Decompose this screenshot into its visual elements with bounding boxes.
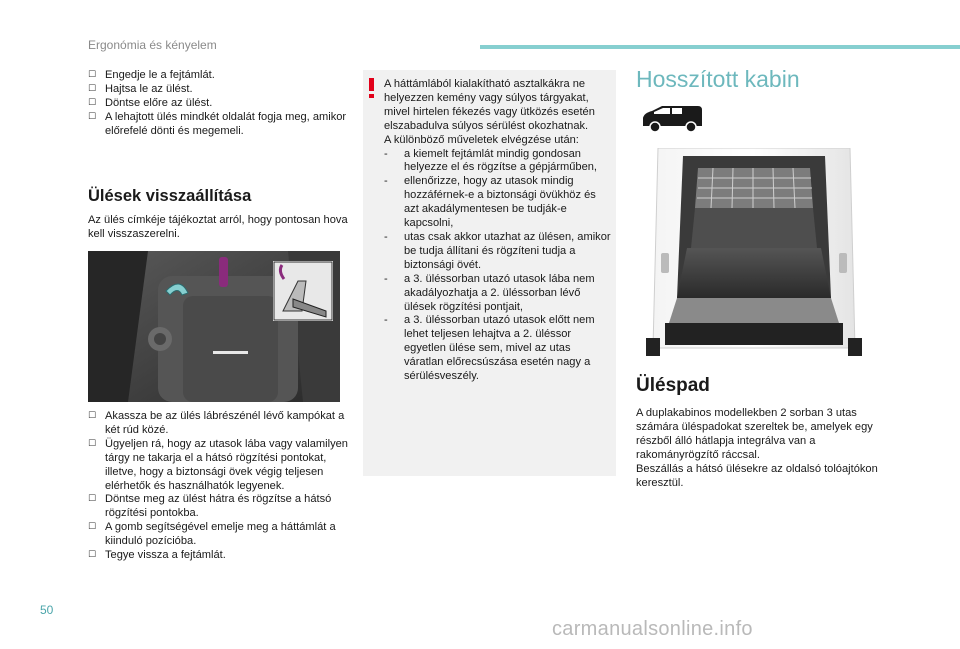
dash-bullet: - bbox=[384, 230, 388, 243]
list-item bbox=[384, 273, 612, 315]
list-item-text: Akassza be az ülés lábrészénél lévő kampókat a két rúd közé. bbox=[105, 410, 345, 436]
warning-box bbox=[363, 70, 616, 476]
list-item-text: Tegye vissza a fejtámlát. bbox=[105, 549, 226, 562]
list-item-text: A lehajtott ülés mindkét oldalát fogja meg, amikor előrefelé dönti és megemeli. bbox=[105, 110, 347, 137]
list-item-text: A gomb segítségével emelje meg a háttámlát a kiinduló pozícióba. bbox=[105, 521, 336, 548]
list-item bbox=[88, 493, 350, 521]
list-item bbox=[88, 410, 350, 438]
checkbox-bullet-icon: ☐ bbox=[88, 550, 97, 561]
list-item-text: a 3. üléssorban utazó utasok előtt nem lehet teljesen lehajtva a 2. üléssor egyetlen ülése sem, mivel az utas váratlan előrecsúszása esetén nagy a sérülésveszély. bbox=[404, 314, 595, 383]
list-item-text: Döntse meg az ülést hátra és rögzítse a hátsó rögzítési pontokba. bbox=[105, 493, 332, 520]
watermark: carmanualsonline.info bbox=[552, 618, 753, 640]
checkbox-bullet-icon: ☐ bbox=[88, 83, 97, 94]
list-item bbox=[88, 69, 350, 83]
list-item bbox=[88, 111, 350, 139]
header-accent-bar bbox=[480, 45, 960, 49]
list-item-text: utas csak akkor utazhat az ülésen, amikor be tudja állítani és rögzíteni tudja a biztonsági övét. bbox=[404, 230, 611, 271]
header-section-title: Ergonómia és kényelem bbox=[88, 38, 217, 52]
van-silhouette-icon bbox=[640, 104, 704, 134]
warning-content bbox=[384, 78, 612, 384]
checkbox-bullet-icon: ☐ bbox=[88, 111, 97, 122]
checkbox-bullet-icon: ☐ bbox=[88, 70, 97, 80]
list-item bbox=[384, 175, 612, 231]
dash-bullet: - bbox=[384, 147, 388, 160]
list-item-text: Engedje le a fejtámlát. bbox=[105, 69, 215, 81]
checkbox-bullet-icon: ☐ bbox=[88, 522, 97, 533]
dash-bullet: - bbox=[384, 314, 388, 327]
warning-list bbox=[384, 148, 612, 384]
seat-hook-illustration bbox=[88, 251, 340, 402]
long-cab-title: Hosszított kabin bbox=[636, 66, 800, 92]
list-item-text: a 3. üléssorban utazó utasok lába nem akadályozhatja a 2. üléssorban lévő ülések rögzítési pontjait, bbox=[404, 272, 595, 313]
dash-bullet: - bbox=[384, 175, 388, 188]
warning-intro: A háttámlából kialakítható asztalkákra ne helyezzen kemény vagy súlyos tárgyakat, mivel hirtelen fékezés vagy ütközés esetén elszabadulva súlyos sérülést okozhatnak. bbox=[384, 78, 595, 132]
list-item bbox=[384, 231, 612, 273]
checkbox-bullet-icon: ☐ bbox=[88, 97, 97, 108]
bench-heading: Üléspad bbox=[636, 375, 710, 396]
list-item bbox=[88, 438, 350, 494]
checkbox-bullet-icon: ☐ bbox=[88, 494, 97, 505]
seat-restore-steps bbox=[88, 410, 350, 563]
checkbox-bullet-icon: ☐ bbox=[88, 411, 97, 421]
list-item bbox=[384, 314, 612, 384]
list-item-text: Döntse előre az ülést. bbox=[105, 96, 213, 109]
checkbox-bullet-icon: ☐ bbox=[88, 438, 97, 449]
dash-bullet: - bbox=[384, 272, 388, 285]
list-item bbox=[88, 83, 350, 97]
list-item bbox=[88, 549, 350, 563]
warning-lead: A különböző műveletek elvégzése után: bbox=[384, 133, 579, 146]
list-item-text: Ügyeljen rá, hogy az utasok lába vagy valamilyen tárgy ne takarja el a hátsó rögzítési pontokat, illetve, hogy a biztonsági övek végig teljesen elérhetők és használhatók legyenek. bbox=[105, 437, 348, 492]
list-item bbox=[384, 148, 612, 176]
list-item-text: ellenőrizze, hogy az utasok mindig hozzáférnek-e a biztonsági övükhöz és azt akadálymentesen be tudják-e kapcsolni, bbox=[404, 175, 596, 230]
page-number: 50 bbox=[40, 603, 54, 617]
bench-text: A duplakabinos modellekben 2 sorban 3 utas számára üléspadokat szereltek be, amelyek egy részből álló hátlapja integrálva van a rakományrögzítő ráccsal. Beszállás a hátsó ülésekre az oldalsó tolóajtókon keresztül. bbox=[636, 407, 878, 489]
list-item-text: Hajtsa le az ülést. bbox=[105, 82, 193, 95]
list-item bbox=[88, 521, 350, 549]
seat-restore-text: Az ülés címkéje tájékoztat arról, hogy pontosan hova kell visszaszerelni. bbox=[88, 214, 348, 240]
list-item bbox=[88, 97, 350, 111]
warning-exclamation-icon bbox=[368, 78, 375, 98]
cargo-area-photo bbox=[643, 148, 865, 363]
intro-bullet-list bbox=[88, 69, 350, 139]
list-item-text: a kiemelt fejtámlát mindig gondosan helyezze el és rögzítse a gépjárműben, bbox=[404, 147, 598, 174]
seat-restore-heading: Ülések visszaállítása bbox=[88, 187, 252, 205]
